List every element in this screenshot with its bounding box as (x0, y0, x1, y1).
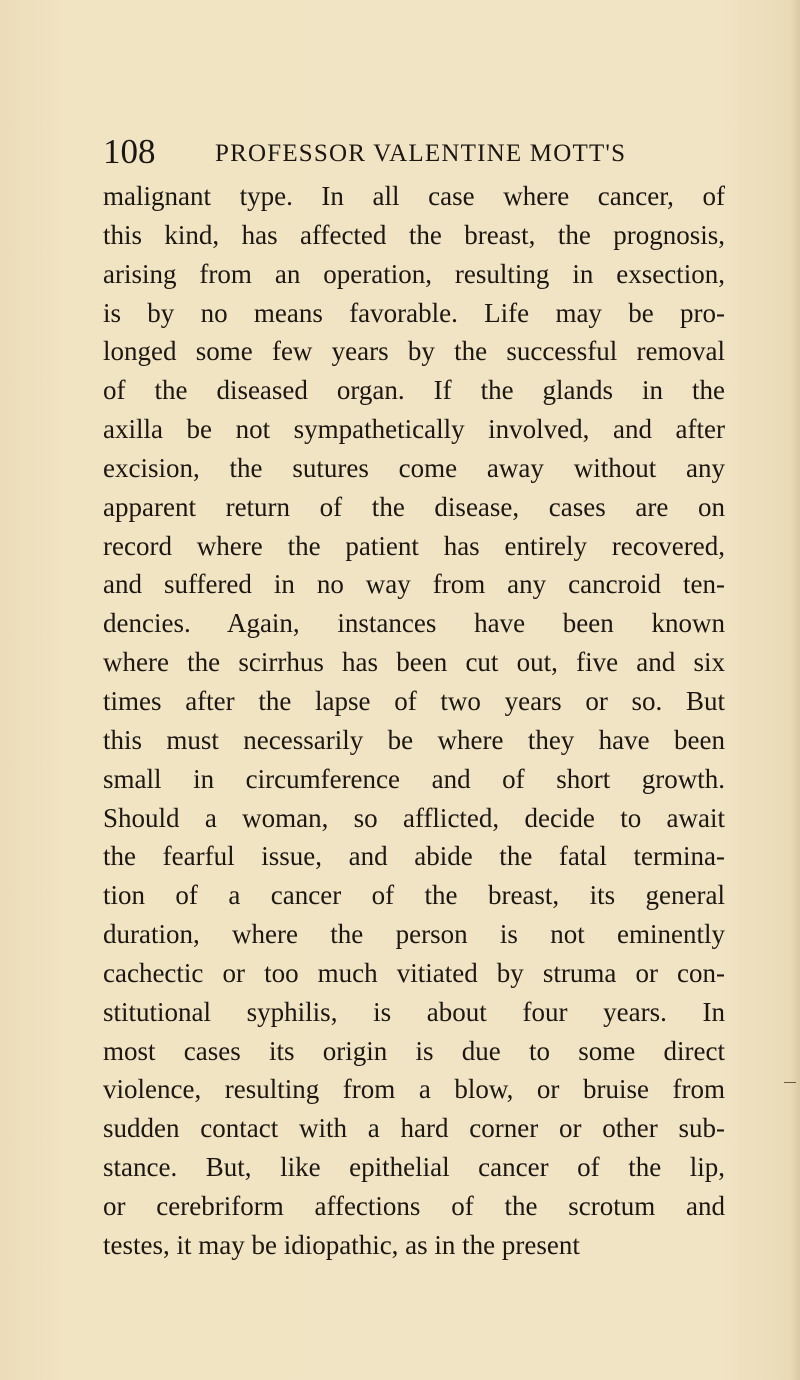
text-line: Should a woman, so afflicted, decide to await (103, 802, 725, 833)
text-line: longed some few years by the successful removal (103, 336, 725, 367)
margin-mark (784, 1082, 796, 1083)
text-line: of the diseased organ. If the glands in the (103, 375, 725, 406)
text-line: or cerebriform affections of the scrotum and (103, 1190, 725, 1221)
text-line: this kind, has affected the breast, the prognosis, (103, 219, 725, 250)
running-title: PROFESSOR VALENTINE MOTT'S (215, 140, 627, 167)
text-line: violence, resulting from a blow, or bruise from (103, 1074, 725, 1105)
text-line: excision, the sutures come away without any (103, 452, 725, 483)
body-text (103, 177, 725, 1265)
page-edge-shadow (790, 0, 800, 1380)
text-line: malignant type. In all case where cancer, of (103, 181, 725, 211)
page-number: 108 (103, 132, 156, 171)
text-line: sudden contact with a hard corner or other sub- (103, 1113, 725, 1144)
text-line: axilla be not sympathetically involved, and after (103, 414, 725, 445)
text-line: most cases its origin is due to some direct (103, 1035, 725, 1066)
text-line: stitutional syphilis, is about four years. In (103, 996, 725, 1027)
text-line: times after the lapse of two years or so. But (103, 685, 725, 716)
text-line: stance. But, like epithelial cancer of the lip, (103, 1152, 725, 1183)
text-line: is by no means favorable. Life may be pro- (103, 297, 725, 328)
text-line: cachectic or too much vitiated by struma or con- (103, 957, 725, 988)
text-line: arising from an operation, resulting in exsection, (103, 258, 725, 289)
text-line: where the scirrhus has been cut out, five and six (103, 647, 725, 678)
text-line: and suffered in no way from any cancroid ten- (103, 569, 725, 600)
text-line: record where the patient has entirely recovered, (103, 530, 725, 561)
text-line: the fearful issue, and abide the fatal termina- (103, 841, 725, 872)
text-line: tion of a cancer of the breast, its general (103, 880, 725, 911)
text-line: apparent return of the disease, cases are on (103, 491, 725, 522)
text-line: duration, where the person is not eminently (103, 919, 725, 950)
text-line: dencies. Again, instances have been known (103, 608, 725, 639)
text-line: this must necessarily be where they have been (103, 724, 725, 755)
text-line: testes, it may be idiopathic, as in the present (103, 1229, 580, 1260)
text-line: small in circumference and of short growth. (103, 763, 725, 794)
running-head (103, 132, 633, 172)
